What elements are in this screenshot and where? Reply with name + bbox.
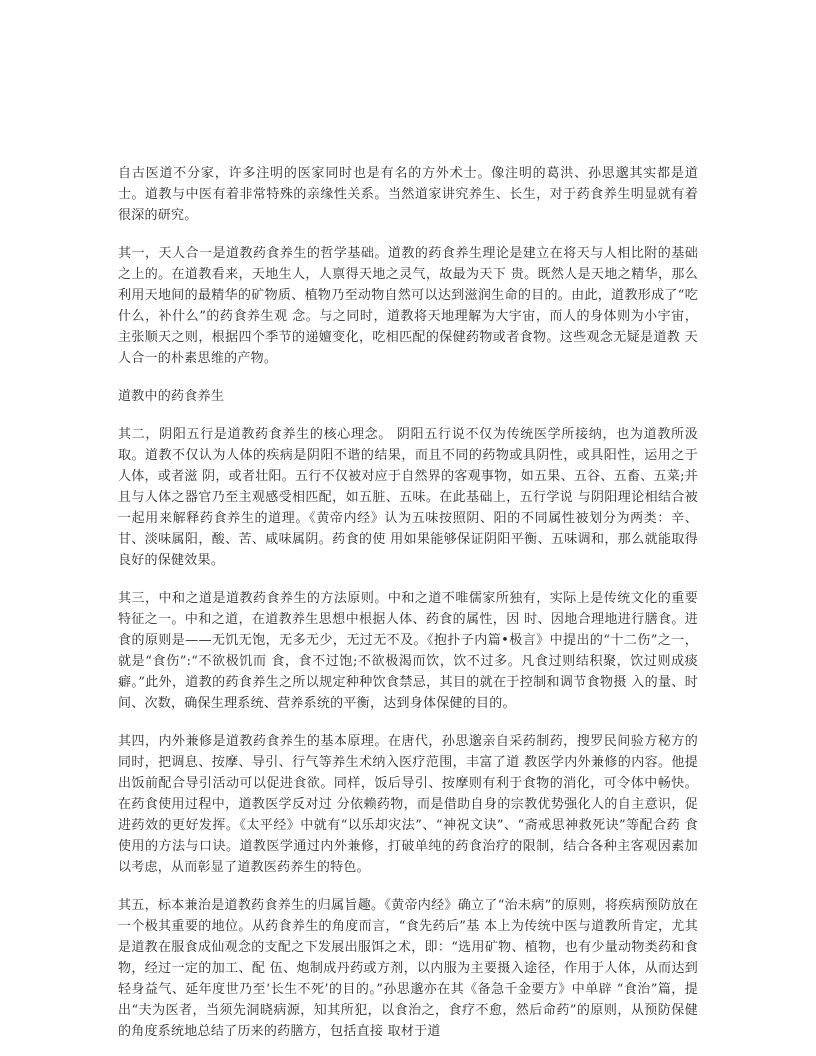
section-heading-daoist-medicinal-diet: 道教中的药食养生 [118, 389, 225, 404]
document-text-body [118, 163, 698, 1042]
paragraph-point-one: 其一，天人合一是道教药食养生的哲学基础。道教的药食养生理论是建立在将天与人相比附的基础之上的。在道教看来，天地生人，人禀得天地之灵气，故最为天下 贵。既然人是天地之精华，那么利用天地间的最精华的矿物质、植物乃至动物自然可以达到滋润生命的目的。由此，道教形成了“吃什么，补什么”的药食养生观 念。与之同时，道教将天地理解为大宇宙，而人的身体则为小宇宙，主张顺天之则，根据四个季节的递嬗变化，吃相匹配的保健药物或者食物。这些观念无疑是道教 天人合一的朴素思维的产物。 [118, 246, 698, 366]
paragraph-point-five: 其五，标本兼治是道教药食养生的归属旨趣。《黄帝内经》确立了“治未病”的原则，将疾病预防放在一个极其重要的地位。从药食养生的角度而言，“食先药后”基 本上为传统中医与道教所肯定，尤其是道教在服食成仙观念的支配之下发展出服饵之术，即：“选用矿物、植物，也有少量动物类药和食物，经过一定的加工、配 伍、炮制成丹药或方剂，以内服为主要摄入途径，作用于人体，从而达到轻身益气、延年度世乃至‘长生不死’的目的。”孙思邈亦在其《备急千金要方》中单辟 “食治”篇，提出“夫为医者，当须先洞晓病源，知其所犯，以食治之，食疗不愈，然后命药”的原则，从预防保健的角度系统地总结了历来的药膳方，包括直接 取材于道 [118, 898, 698, 1039]
paragraph-point-three: 其三，中和之道是道教药食养生的方法原则。中和之道不唯儒家所独有，实际上是传统文化的重要特征之一。中和之道，在道教养生思想中根据人体、药食的属性，因 时、因地合理地进行膳食。进食的原则是——无饥无饱，无多无少，无过无不及。《抱扑子内篇•极言》中提出的“十二伤”之一，就是“食伤”:“不欲极饥而 食，食不过饱;不欲极渴而饮，饮不过多。凡食过则结积聚，饮过则成痰癖。”此外，道教的药食养生之所以规定种种饮食禁忌，其目的就在于控制和调节食物摄 入的量、时间、次数，确保生理系统、营养系统的平衡，达到身体保健的目的。 [118, 591, 698, 711]
paragraph-point-two: 其二，阴阳五行是道教药食养生的核心理念。 阴阳五行说不仅为传统医学所接纳，也为道教所汲取。道教不仅认为人体的疾病是阴阳不谐的结果，而且不同的药物或具阴性，或具阳性，运用之于人体，或者滋 阴，或者壮阳。五行不仅被对应于自然界的客观事物，如五果、五谷、五畜、五菜;并且与人体之器官乃至主观感受相匹配，如五脏、五味。在此基础上，五行学说 与阴阳理论相结合被一起用来解释药食养生的道理。《黄帝内经》认为五味按照阴、阳的不同属性被划分为两类：辛、甘、淡味属阳，酸、苦、咸味属阴。药食的使 用如果能够保证阴阳平衡、五味调和，那么就能取得良好的保健效果。 [118, 427, 698, 568]
paragraph-intro: 自古医道不分家，许多注明的医家同时也是有名的方外术士。像注明的葛洪、孙思邈其实都是道士。道教与中医有着非常特殊的亲缘性关系。当然道家讲究养生、长生，对于药食养生明显就有着很深的研究。 [118, 166, 698, 223]
paragraph-point-four: 其四，内外兼修是道教药食养生的基本原理。在唐代，孙思邈亲自采药制药，搜罗民间验方秘方的同时，把调息、按摩、导引、行气等养生术纳入医疗范围，丰富了道 教医学内外兼修的内容。他提出饭前配合导引活动可以促进食欲。同样，饭后导引、按摩则有利于食物的消化，可令体中畅快。在药食使用过程中，道教医学反对过 分依赖药物，而是借助自身的宗教优势强化人的自主意识，促进药效的更好发挥。《太平经》中就有“以乐却灾法”、“神祝文诀”、“斋戒思神救死诀”等配合药 食使用的方法与口诀。道教医学通过内外兼修，打破单纯的药食治疗的限制，结合各种主客观因素加以考虑，从而彰显了道教医药养生的特色。 [118, 734, 698, 875]
